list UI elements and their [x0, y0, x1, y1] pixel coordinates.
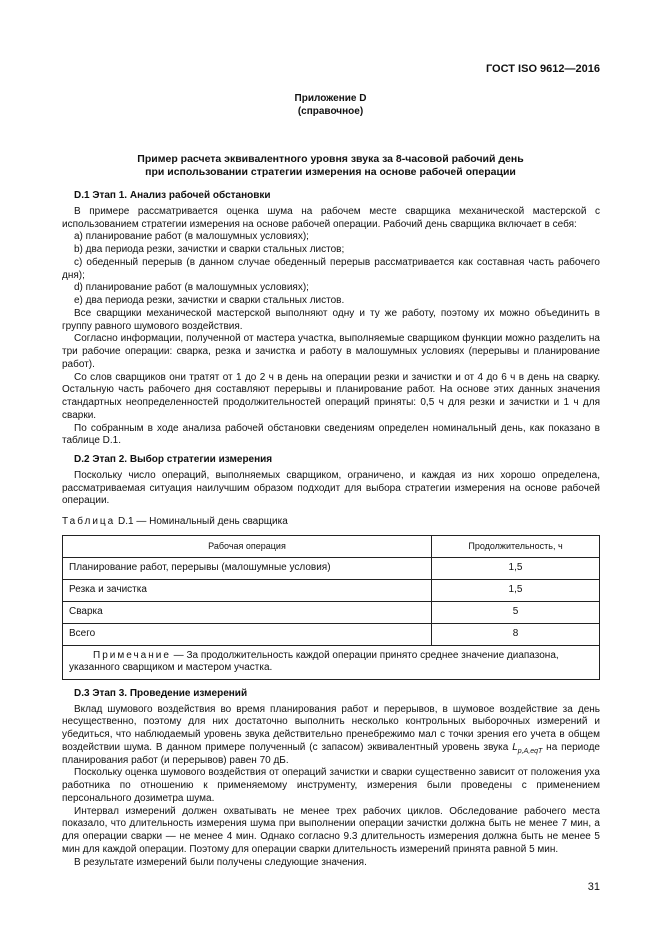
paragraph: Все сварщики механической мастерской выполняют одну и ту же работу, поэтому их можно объединить в группу равного шумового воздействия.	[62, 307, 600, 332]
paragraph: По собранным в ходе анализа рабочей обстановки сведениям определен номинальный день, как показано в таблице D.1.	[62, 422, 600, 447]
annex-heading	[0, 92, 661, 118]
cell: 5	[432, 601, 600, 623]
cell: 8	[432, 623, 600, 645]
symbol: L	[512, 741, 518, 753]
paragraph: Поскольку оценка шумового воздействия от операций зачистки и сварки существенно зависит от положения уха работника по отношению к применяемому инструменту, измерения были проведены с применением персонального дозиметра шума.	[62, 767, 600, 804]
table-row	[63, 601, 600, 623]
document-body	[62, 190, 600, 914]
table-row	[63, 557, 600, 579]
cell: 1,5	[432, 579, 600, 601]
annex-type: (справочное)	[297, 106, 364, 117]
table-note-row	[63, 645, 600, 679]
text: Вклад шумового воздействия во время планирования работ и перерывов, в шумовое воздействие за день несущественно, поэтому для них достаточно выполнить несколько контрольных выборочных измерений и убедиться, что наблюдаемый уровень звука действительно пренебрежимо мал с точки зрения его учета в общем воздействии шума. В данном примере полученный (с запасом) эквивалентный уровень звука	[62, 703, 600, 753]
cell: 1,5	[432, 557, 600, 579]
title-line: при использовании стратегии измерения на основе рабочей операции	[145, 166, 516, 178]
symbol-subscript: p,A,eqT	[517, 747, 543, 755]
caption-label: Таблица	[62, 516, 116, 527]
paragraph: Согласно информации, полученной от мастера участка, выполняемые сварщиком функции можно разделить на три рабочие операции: сварка, резка и зачистка и работу в малошумных условиях (перерывы и планирование работ).	[62, 333, 600, 370]
list-item: b) два периода резки, зачистки и сварки стальных листов;	[74, 244, 345, 255]
paragraph: Интервал измерений должен охватывать не менее трех рабочих циклов. Обследование рабочего места показало, что длительность измерения шума при выполнении операции зачистки должна быть не менее 7 мин, а для операции сварки — не менее 4 мин. Однако согласно 9.3 длительность измерения должна быть не менее 5 мин для каждой операции. Поэтому для операции сварки длительность измерений принята равной 5 мин.	[62, 805, 600, 855]
column-header: Продолжительность, ч	[432, 535, 600, 557]
list-item: d) планирование работ (в малошумных условиях);	[74, 282, 309, 294]
section-d3	[62, 688, 600, 870]
standard-header: ГОСТ ISO 9612—2016	[485, 63, 600, 75]
list-item: c) обеденный перерыв (в данном случае обеденный перерыв рассматривается как составная часть рабочего дня);	[62, 256, 600, 281]
paragraph: Поскольку число операций, выполняемых сварщиком, ограничено, и каждая из них хорошо определена, рассматриваемая ситуация наилучшим образом подходит для выбора стратегии измерения на основе рабочей операции.	[62, 469, 600, 507]
table-caption	[62, 516, 600, 529]
paragraph: В результате измерений были получены следующие значения.	[74, 856, 367, 868]
page-number: 31	[587, 881, 600, 894]
document-title	[0, 153, 661, 179]
list-item: a) планирование работ (в малошумных условиях);	[74, 231, 309, 243]
text: на периоде планирования работ (и перерывов) равен 70 дБ.	[62, 741, 600, 766]
symbol-lp	[512, 742, 542, 753]
paragraph	[62, 704, 600, 768]
title-line: Пример расчета эквивалентного уровня звука за 8-часовой рабочий день	[137, 153, 524, 165]
section-d2	[62, 454, 600, 508]
paragraph: Со слов сварщиков они тратят от 1 до 2 ч в день на операции резки и зачистки и от 4 до 6 ч в день на сварку. Остальную часть рабочего дня составляют перерывы и планирование работ. На основе этих данных значения стандартных неопределенностей продолжительностей операций приняты: 0,5 ч для резки и зачистки и 1 ч для сварки.	[62, 371, 600, 421]
caption-text: D.1 — Номинальный день сварщика	[118, 516, 288, 527]
note-label: Примечание	[93, 649, 171, 661]
table-row	[63, 623, 600, 645]
column-header: Рабочая операция	[63, 535, 432, 557]
list-item: e) два периода резки, зачистки и сварки стальных листов.	[74, 295, 345, 306]
section-heading: D.2 Этап 2. Выбор стратегии измерения	[74, 454, 273, 465]
cell: Всего	[63, 623, 432, 645]
note-text: — За продолжительность каждой операции принято среднее значение диапазона, указанного сварщиком и мастером участка.	[69, 649, 559, 674]
table-d1	[62, 535, 600, 680]
cell: Сварка	[63, 601, 432, 623]
annex-title: Приложение D	[294, 93, 367, 104]
table-note	[63, 645, 600, 679]
section-heading: D.1 Этап 1. Анализ рабочей обстановки	[74, 190, 271, 201]
section-heading: D.3 Этап 3. Проведение измерений	[74, 687, 248, 699]
table-header-row	[63, 535, 600, 557]
cell: Планирование работ, перерывы (малошумные условия)	[63, 557, 432, 579]
paragraph: В примере рассматривается оценка шума на рабочем месте сварщика механической мастерской с использованием стратегии измерения на основе рабочей операции. Рабочий день сварщика включает в себя:	[62, 205, 600, 230]
table-row	[63, 579, 600, 601]
section-d1	[62, 190, 600, 448]
cell: Резка и зачистка	[63, 579, 432, 601]
